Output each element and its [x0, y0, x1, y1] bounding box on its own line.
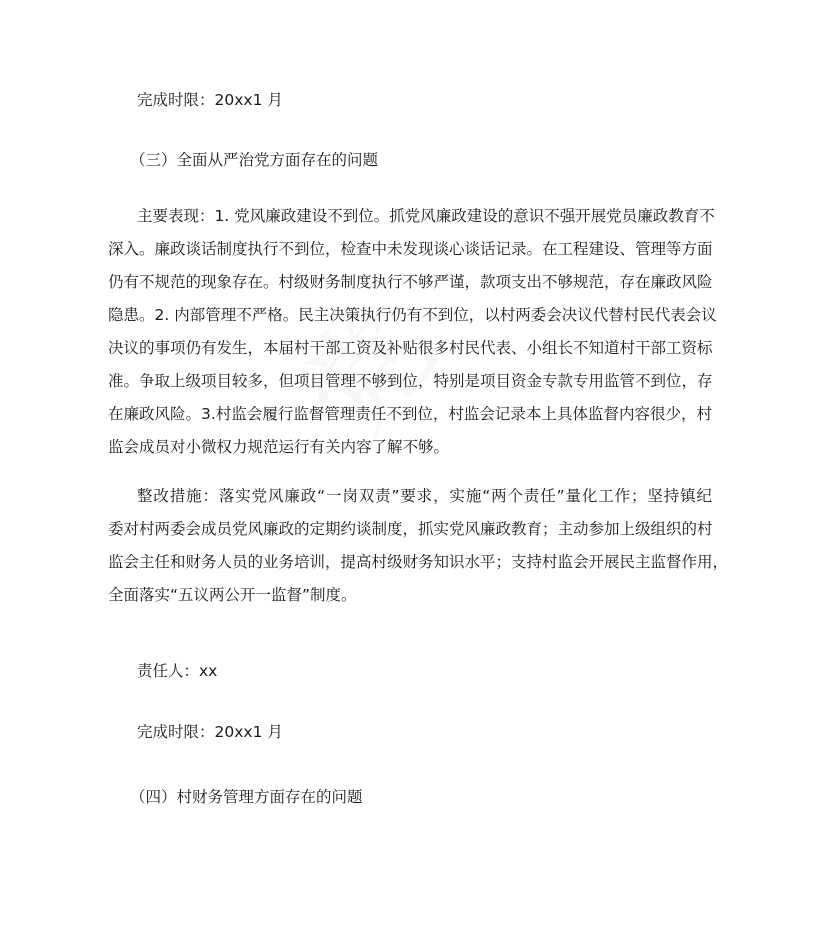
text-line: 整改措施：落实党风廉政“一岗双责”要求，实施“两个责任”量化工作；坚持镇纪: [137, 487, 712, 505]
text-line: 深入。廉政谈话制度执行不到位，检查中未发现谈心谈话记录。在工程建设、管理等方面: [108, 240, 713, 258]
main-issues-paragraph: [108, 200, 717, 464]
text-line: 监会成员对小微权力规范运行有关内容了解不够。: [108, 438, 450, 456]
text-line: 主要表现：1. 党风廉政建设不到位。抓党风廉政建设的意识不强开展党员廉政教育不: [137, 207, 715, 225]
text-line: 隐患。2. 内部管理不严格。民主决策执行仍有不到位，以村两委会决议代替村民代表会议: [108, 306, 717, 324]
text-line: 委对村两委会成员党风廉政的定期约谈制度，抓实党风廉政教育；主动参加上级组织的村: [108, 520, 713, 538]
deadline: 完成时限：20xx1 月: [137, 723, 283, 741]
text-line: 仍有不规范的现象存在。村级财务制度执行不够严谨，款项支出不够规范，存在廉政风险: [108, 273, 713, 291]
text-line: 准。争取上级项目较多，但项目管理不够到位，特别是项目资金专款专用监管不到位，存: [108, 372, 713, 390]
measures-paragraph: [108, 480, 729, 612]
responsible-person: 责任人：xx: [137, 662, 218, 680]
section3-heading: （三）全面从严治党方面存在的问题: [130, 151, 379, 169]
text-line: 监会主任和财务人员的业务培训，提高村级财务知识水平；支持村监会开展民主监督作用，: [108, 553, 729, 571]
section4-heading: （四）村财务管理方面存在的问题: [130, 788, 363, 806]
top-deadline: 完成时限：20xx1 月: [137, 91, 283, 109]
text-line: 全面落实“五议两公开一监督”制度。: [108, 586, 357, 604]
text-line: 在廉政风险。3.村监会履行监督管理责任不到位，村监会记录本上具体监督内容很少，村: [108, 405, 712, 423]
text-line: 决议的事项仍有发生，本届村干部工资及补贴很多村民代表、小组长不知道村干部工资标: [108, 339, 713, 357]
